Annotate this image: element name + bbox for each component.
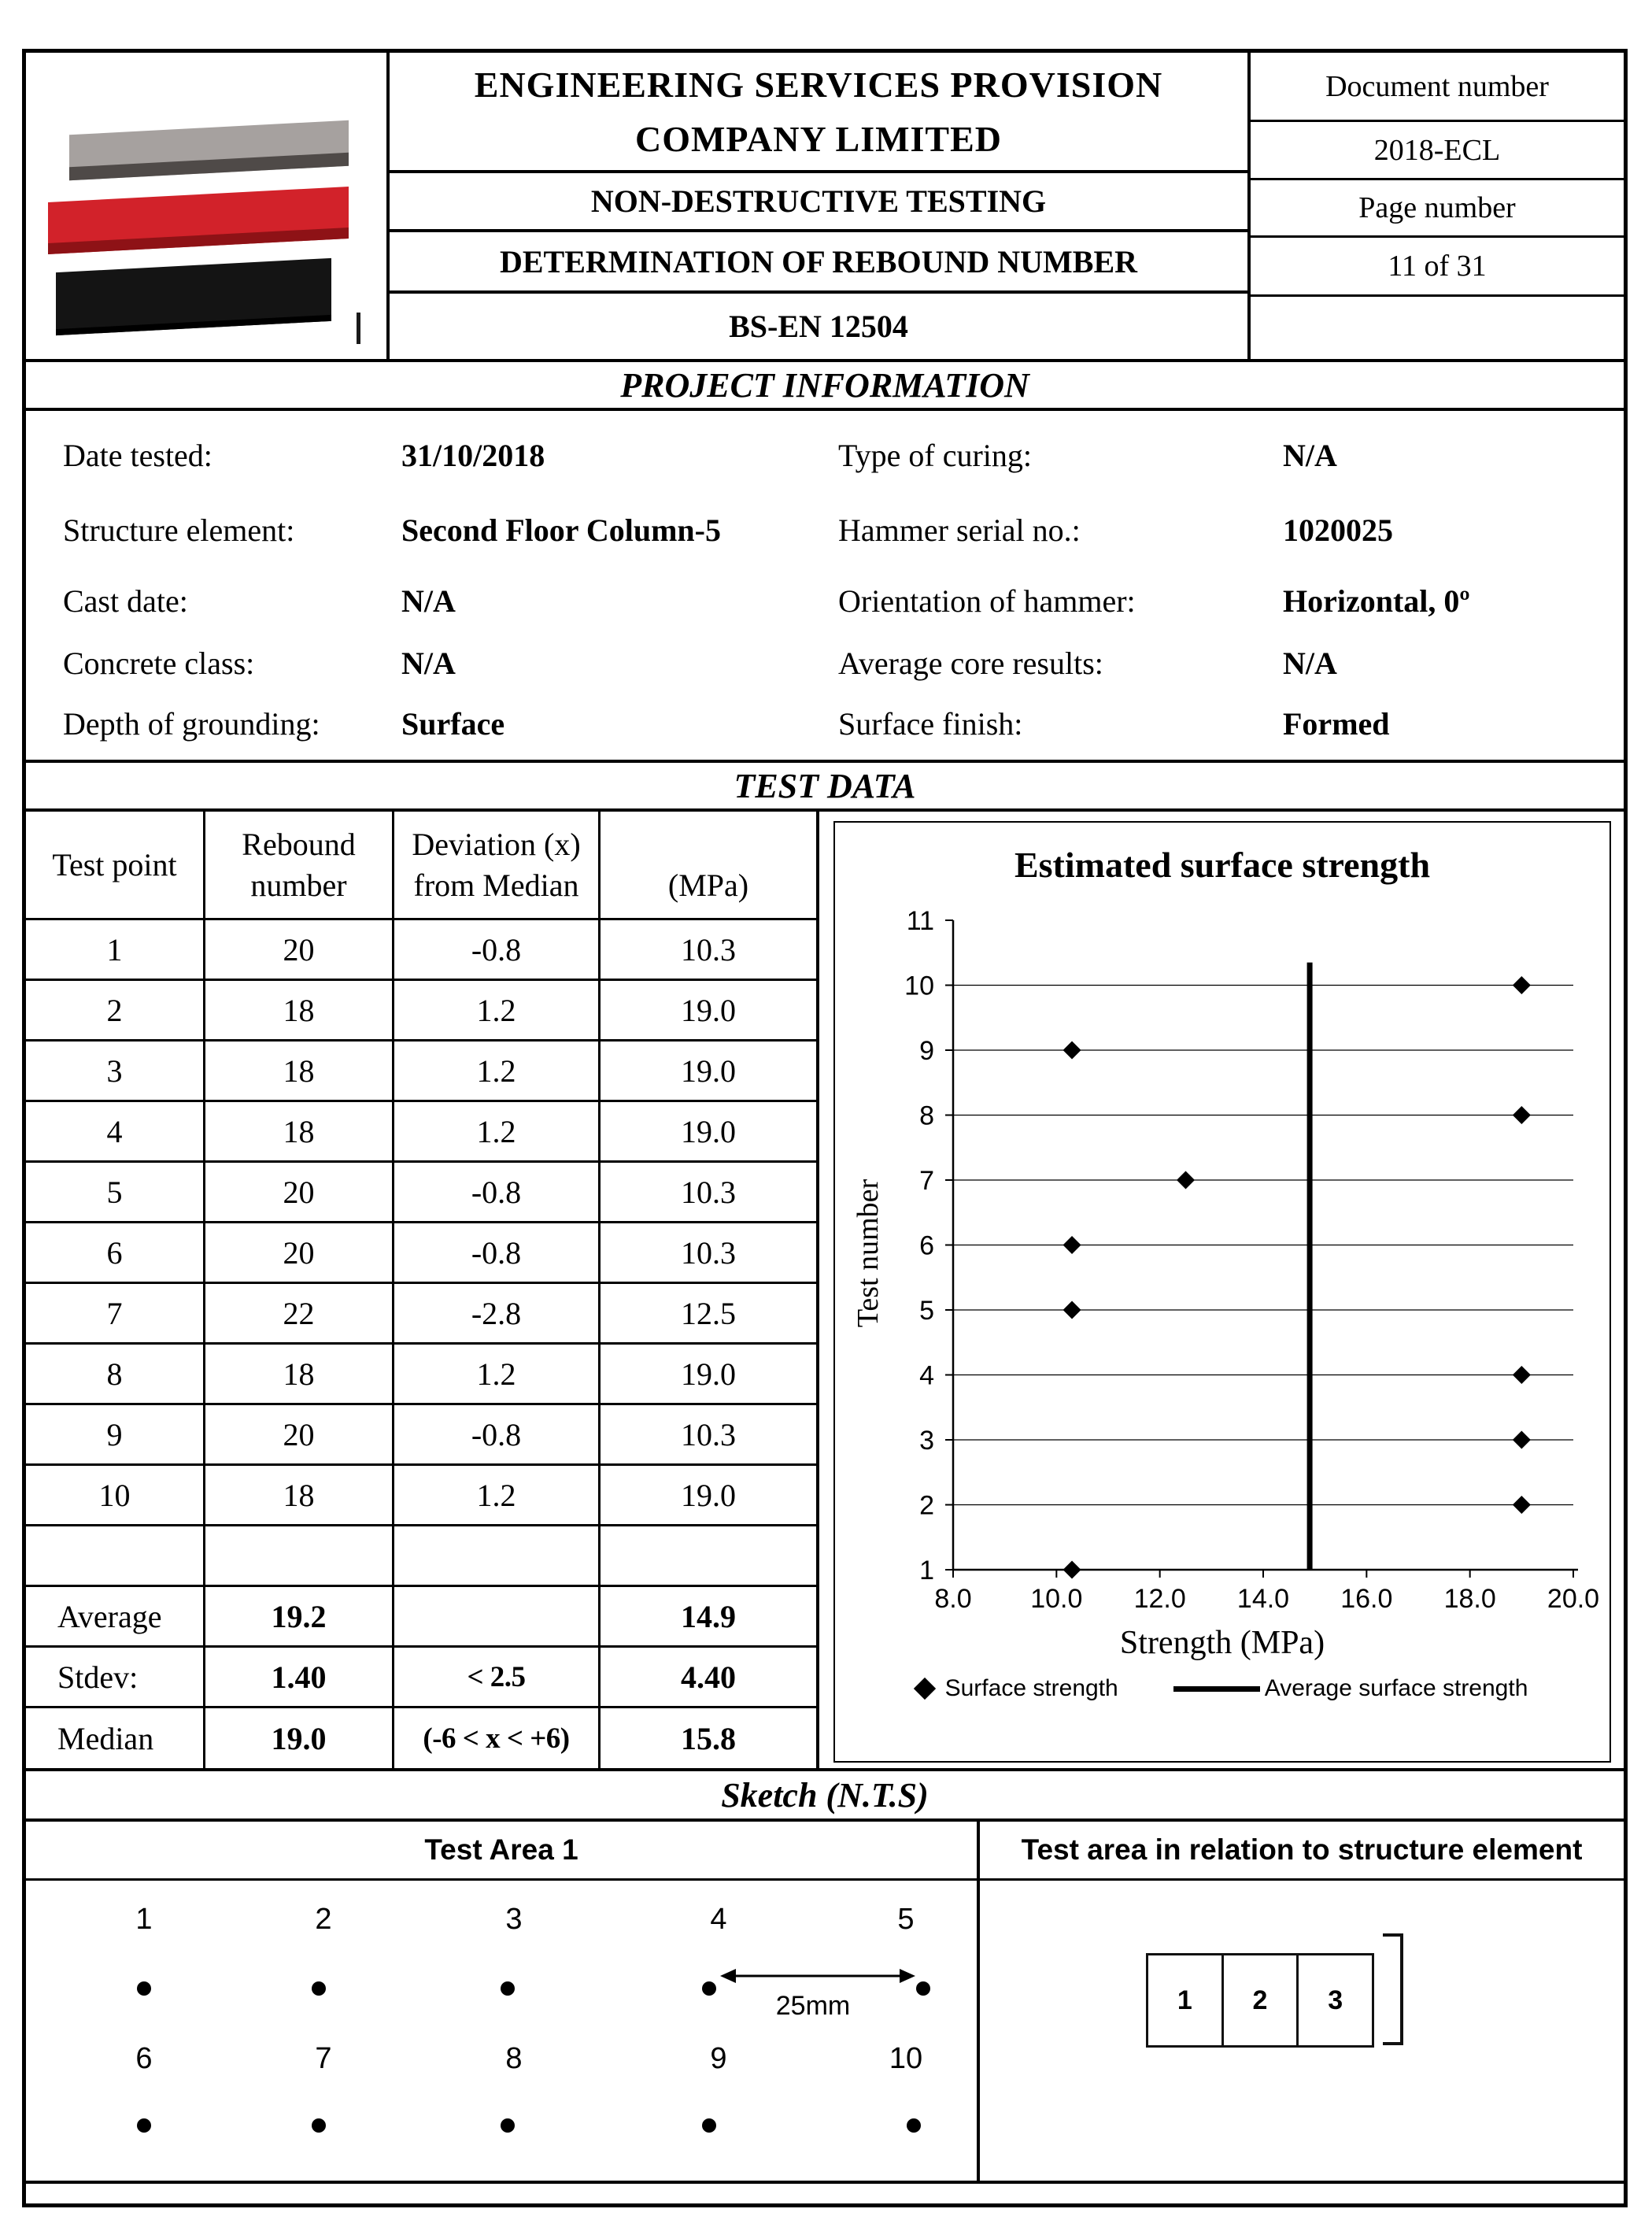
test-data-section [26,812,1624,1771]
summary-label: Average [26,1587,205,1645]
svg-text:10: 10 [904,971,934,1001]
svg-text:2: 2 [919,1490,934,1521]
summary-label: Stdev: [26,1648,205,1706]
field-label: Structure element: [63,512,295,548]
element-cell: 2 [1224,1955,1299,2045]
table-row [26,1405,816,1466]
header-meta [1247,53,1624,359]
cell-deviation: 1.2 [394,1102,601,1160]
sketch-section [26,1822,1624,2184]
cell-mpa: 10.3 [681,1174,736,1210]
field-label: Depth of grounding: [63,705,320,742]
col-header-mpa: (MPa) [667,868,749,903]
table-row [26,1466,816,1526]
table-row [26,1345,816,1405]
field-label: Average core results: [838,645,1103,681]
header-line: from Median [413,867,579,903]
summary-deviation: < 2.5 [394,1648,601,1706]
test-point-number: 1 [135,1903,153,1936]
cell-rebound: 20 [205,1405,394,1463]
svg-text:6: 6 [919,1230,934,1261]
chart-plot-wrap [835,889,1609,1617]
field-value: N/A [1283,437,1337,473]
legend-item-surface-strength [917,1675,1118,1702]
summary-rebound: 1.40 [205,1648,394,1706]
element-cell: 1 [1148,1955,1224,2045]
svg-text:5: 5 [919,1296,934,1326]
bottom-strip [26,2184,1624,2203]
estimated-surface-strength-chart [833,821,1611,1763]
svg-text:18.0: 18.0 [1443,1584,1496,1614]
field-value: Surface [401,705,505,742]
chart-title: Estimated surface strength [1014,845,1431,885]
logo-tick-mark [357,313,360,344]
cell-mpa: 12.5 [681,1295,736,1331]
cell-mpa: 10.3 [681,1234,736,1271]
test-point-dot [312,1981,326,1996]
col-header-deviation [394,812,601,918]
svg-text:3: 3 [919,1426,934,1456]
logo-red-layer [48,187,349,254]
svg-text:8: 8 [919,1101,934,1131]
info-row [26,633,1624,693]
test-point-dot [501,1981,515,1996]
table-stdev-row [26,1648,816,1708]
header-line: Deviation (x) [412,826,581,862]
table-median-row [26,1708,816,1768]
test-point-dot [312,2118,326,2133]
svg-text:12.0: 12.0 [1133,1584,1186,1614]
table-row [26,1163,816,1223]
cell-deviation: -0.8 [394,1223,601,1282]
cell-mpa: 19.0 [681,1356,736,1392]
cell-rebound: 18 [205,1042,394,1100]
test-point-dot [137,1981,151,1996]
cell-mpa: 19.0 [681,1477,736,1513]
test-point-dot [501,2118,515,2133]
bracket-icon [1383,1933,1403,2045]
summary-rebound: 19.2 [205,1587,394,1645]
field-value: Second Floor Column-5 [401,512,721,548]
test-point-dot [907,2118,921,2133]
table-row [26,1102,816,1163]
test-data-table [26,812,819,1768]
table-row [26,920,816,981]
header-meta-empty-cell [1251,297,1624,359]
svg-text:1: 1 [919,1556,934,1585]
document-frame [22,49,1628,2207]
cell-deviation: -0.8 [394,1163,601,1221]
test-point-number: 9 [710,2042,727,2075]
header-line: Rebound [242,826,356,862]
svg-text:4: 4 [919,1360,934,1391]
cell-deviation: 1.2 [394,1042,601,1100]
field-label: Hammer serial no.: [838,512,1081,548]
average-line-icon [1173,1686,1260,1692]
table-row [26,981,816,1042]
cell-mpa: 19.0 [681,1113,736,1149]
table-header-row [26,812,816,920]
cell-deviation: 1.2 [394,1466,601,1524]
empty-cell [601,1526,816,1585]
test-point-number: 5 [897,1903,915,1936]
cell-deviation: -0.8 [394,920,601,979]
col-header-rebound-number [205,812,394,918]
logo-black-layer [56,258,331,335]
cell-mpa: 10.3 [681,1416,736,1452]
header-titles [390,53,1247,359]
info-row [26,693,1624,754]
structure-element-diagram [980,1881,1624,2181]
document-number-value: 2018-ECL [1251,122,1624,180]
col-header-test-point: Test point [26,812,205,918]
company-name [390,53,1247,173]
cell-test-point: 2 [26,981,205,1039]
empty-cell [394,1526,601,1585]
summary-deviation [394,1587,601,1645]
chart-y-axis-label: Test number [852,1178,885,1327]
field-value: N/A [401,583,456,619]
test-point-number: 6 [135,2042,153,2075]
summary-rebound: 19.0 [205,1708,394,1768]
empty-cell [26,1526,205,1585]
test-point-number: 7 [315,2042,332,2075]
cell-test-point: 4 [26,1102,205,1160]
table-row [26,1284,816,1345]
table-empty-row [26,1526,816,1587]
field-value: Formed [1283,705,1390,742]
cell-test-point: 5 [26,1163,205,1221]
cell-rebound: 22 [205,1284,394,1342]
field-label: Type of curing: [838,437,1033,473]
cell-test-point: 7 [26,1284,205,1342]
report-subtitle: DETERMINATION OF REBOUND NUMBER [390,232,1247,294]
cell-rebound: 20 [205,1163,394,1221]
field-value: N/A [1283,645,1337,681]
cell-test-point: 10 [26,1466,205,1524]
company-name-line2: COMPANY LIMITED [634,118,1003,159]
test-area-title: Test Area 1 [26,1822,977,1881]
sketch-title: Sketch (N.T.S) [26,1771,1624,1822]
chart-x-axis-label: Strength (MPa) [1119,1625,1325,1661]
test-area-sketch [26,1822,980,2181]
info-row [26,491,1624,568]
cell-rebound: 18 [205,1102,394,1160]
test-data-title: TEST DATA [26,763,1624,812]
field-value: Horizontal, 0º [1283,583,1470,619]
cell-deviation: -2.8 [394,1284,601,1342]
chart-legend [835,1675,1609,1719]
test-point-dot [137,2118,151,2133]
chart-plot [835,889,1606,1617]
field-value: 31/10/2018 [401,437,545,473]
svg-text:14.0: 14.0 [1236,1584,1290,1614]
cell-rebound: 18 [205,1345,394,1403]
cell-rebound: 18 [205,1466,394,1524]
project-information-section [26,411,1624,763]
svg-text:16.0: 16.0 [1340,1584,1393,1614]
header-line: number [250,867,347,903]
test-point-number: 10 [889,2042,923,2075]
diamond-marker-icon [913,1678,935,1700]
svg-text:20.0: 20.0 [1547,1584,1600,1614]
cell-rebound: 20 [205,1223,394,1282]
info-row [26,419,1624,491]
summary-deviation: (-6 < x < +6) [394,1708,601,1768]
svg-text:7: 7 [919,1166,934,1196]
report-type-title: NON-DESTRUCTIVE TESTING [390,173,1247,232]
document-header [26,53,1624,362]
legend-item-average [1173,1675,1528,1702]
field-value: N/A [401,645,456,681]
svg-text:10.0: 10.0 [1030,1584,1083,1614]
field-label: Surface finish: [838,705,1023,742]
svg-text:11: 11 [906,906,934,936]
dimension-label: 25mm [775,1991,851,2021]
svg-text:9: 9 [919,1036,934,1066]
cell-test-point: 6 [26,1223,205,1282]
test-point-dot [702,2118,716,2133]
svg-text:8.0: 8.0 [934,1584,972,1614]
cell-deviation: -0.8 [394,1405,601,1463]
summary-mpa: 15.8 [681,1720,736,1756]
company-name-line1: ENGINEERING SERVICES PROVISION [474,64,1163,105]
legend-label: Surface strength [944,1675,1118,1701]
test-area-canvas [26,1881,977,2181]
cell-test-point: 9 [26,1405,205,1463]
standard-reference: BS-EN 12504 [729,309,908,344]
field-label: Orientation of hammer: [838,583,1136,619]
page-number-label: Page number [1251,180,1624,238]
summary-mpa: 14.9 [681,1598,736,1634]
field-label: Cast date: [63,583,188,619]
table-row [26,1042,816,1102]
dimension-arrow-icon [720,1966,915,1986]
cell-deviation: 1.2 [394,981,601,1039]
logo-cell [26,53,390,359]
cell-mpa: 19.0 [681,992,736,1028]
chart-area [819,812,1624,1768]
test-point-number: 8 [505,2042,523,2075]
empty-cell [205,1526,394,1585]
summary-label: Median [26,1708,205,1768]
legend-label: Average surface strength [1264,1675,1528,1701]
element-cell: 3 [1328,1985,1343,2015]
test-point-dot [702,1981,716,1996]
cell-rebound: 20 [205,920,394,979]
test-point-number: 2 [315,1903,332,1936]
test-point-dot [916,1981,930,1996]
field-label: Concrete class: [63,645,255,681]
info-row [26,568,1624,633]
cell-mpa: 10.3 [681,931,736,968]
cell-test-point: 3 [26,1042,205,1100]
project-information-title: PROJECT INFORMATION [26,362,1624,411]
summary-mpa: 4.40 [681,1659,736,1695]
cell-rebound: 18 [205,981,394,1039]
cell-test-point: 8 [26,1345,205,1403]
structure-element-box [1146,1953,1374,2048]
test-point-number: 3 [505,1903,523,1936]
logo-gray-layer [69,120,349,181]
document-number-label: Document number [1251,53,1624,122]
cell-mpa: 19.0 [681,1053,736,1089]
relation-title: Test area in relation to structure element [980,1822,1624,1881]
structure-relation-sketch [980,1822,1624,2181]
table-average-row [26,1587,816,1648]
test-point-number: 4 [710,1903,727,1936]
field-value: 1020025 [1283,512,1393,548]
field-label: Date tested: [63,437,213,473]
cell-deviation: 1.2 [394,1345,601,1403]
cell-test-point: 1 [26,920,205,979]
table-row [26,1223,816,1284]
page-number-value: 11 of 31 [1251,238,1624,297]
